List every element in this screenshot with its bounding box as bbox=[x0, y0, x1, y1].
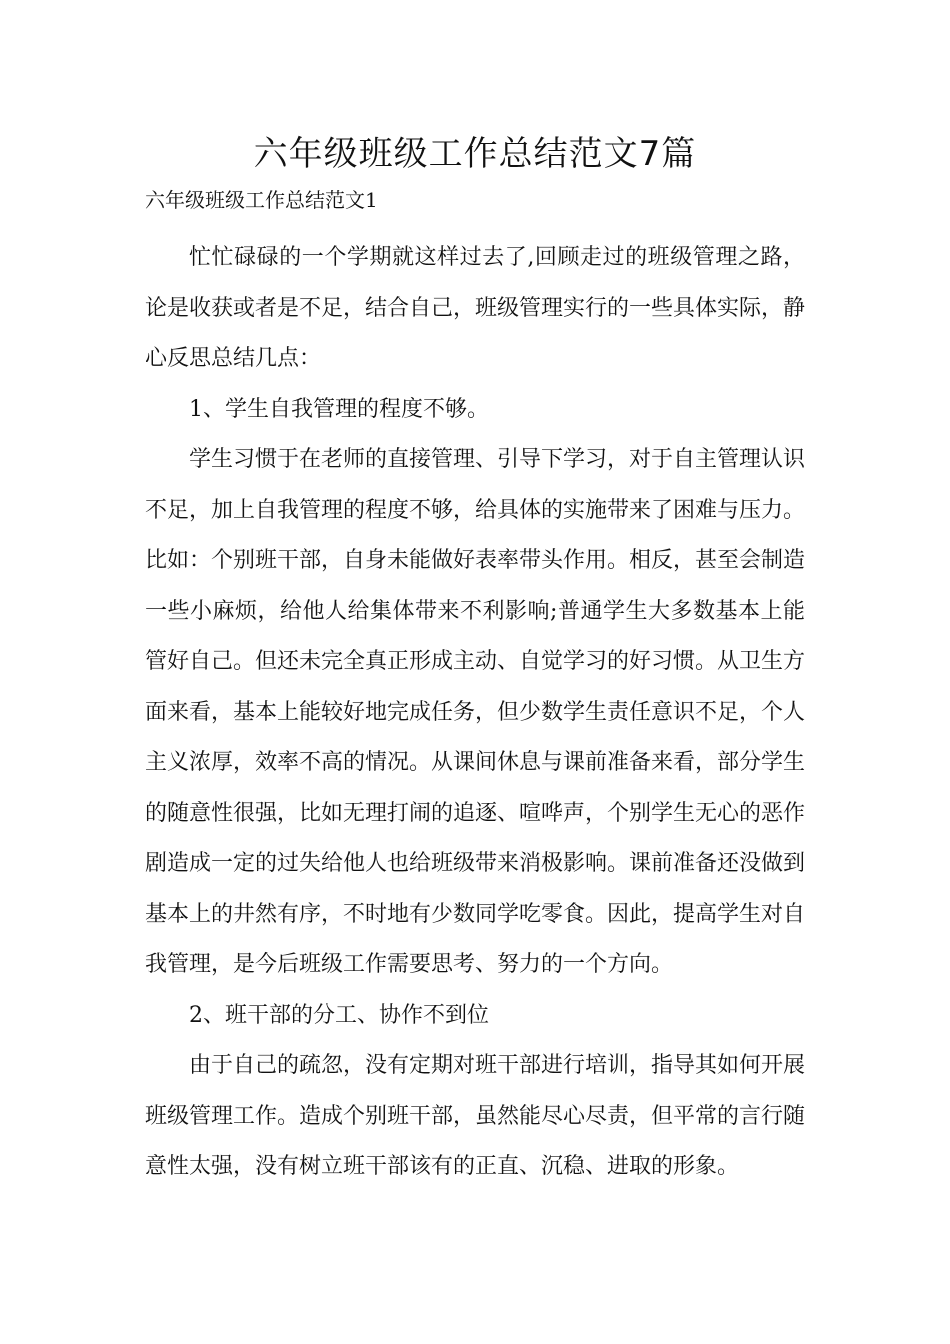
document-title: 六年级班级工作总结范文7篇 bbox=[253, 134, 697, 174]
document-body bbox=[145, 233, 805, 1193]
document-subtitle: 六年级班级工作总结范文1 bbox=[145, 188, 378, 212]
paragraph-intro: 忙忙碌碌的一个学期就这样过去了,回顾走过的班级管理之路，论是收获或者是不足，结合自己，班级管理实行的一些具体实际，静心反思总结几点： bbox=[145, 245, 806, 371]
section-heading-1: 1、学生自我管理的程度不够。 bbox=[189, 396, 489, 422]
paragraph-class-cadres: 由于自己的疏忽，没有定期对班干部进行培训，指导其如何开展班级管理工作。造成个别班干部，虽然能尽心尽责，但平常的言行随意性太强，没有树立班干部该有的正直、沉稳、进取的形象。 bbox=[145, 1053, 806, 1179]
section-heading-2: 2、班干部的分工、协作不到位 bbox=[189, 1002, 489, 1028]
paragraph-self-management: 学生习惯于在老师的直接管理、引导下学习，对于自主管理认识不足，加上自我管理的程度不够，给具体的实施带来了困难与压力。比如：个别班干部，自身未能做好表率带头作用。相反，甚至会制造一些小麻烦，给他人给集体带来不利影响;普通学生大多数基本上能管好自己。但还未完全真正形成主动、自觉学习的好习惯。从卫生方面来看，基本上能较好地完成任务，但少数学生责任意识不足，个人主义浓厚，效率不高的情况。从课间休息与课前准备来看，部分学生的随意性很强，比如无理打闹的追逐、喧哗声，个别学生无心的恶作剧造成一定的过失给他人也给班级带来消极影响。课前准备还没做到基本上的井然有序，不时地有少数同学吃零食。因此，提高学生对自我管理，是今后班级工作需要思考、努力的一个方向。 bbox=[145, 447, 806, 977]
